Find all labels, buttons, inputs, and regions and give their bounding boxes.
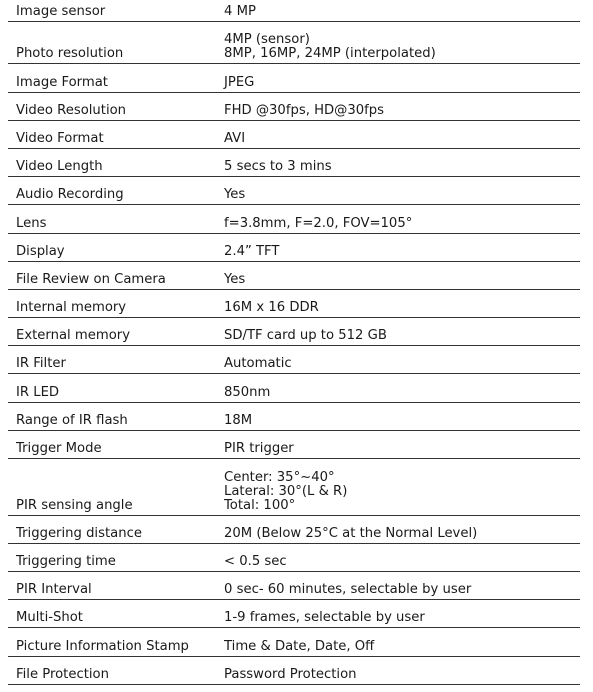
spec-label: Internal memory [16, 300, 127, 316]
spec-label: File Review on Camera [16, 271, 166, 287]
table-row [8, 177, 580, 205]
spec-label: Image sensor [16, 4, 106, 19]
spec-label: Display [16, 243, 65, 259]
spec-value-line: 20M (Below 25°C at the Normal Level) [224, 525, 478, 541]
spec-label: Picture Information Stamp [16, 638, 189, 654]
spec-value [224, 273, 580, 287]
spec-value-line: < 0.5 sec [224, 553, 287, 569]
table-row [8, 516, 580, 544]
spec-value-line: Lateral: 30°(L & R) [224, 483, 348, 499]
spec-value [224, 611, 580, 625]
table-row [8, 290, 580, 318]
spec-value [224, 668, 580, 682]
spec-value [224, 188, 580, 202]
spec-value-line: Automatic [224, 356, 292, 372]
spec-label: Triggering time [16, 553, 116, 569]
table-row [8, 374, 580, 402]
spec-value [224, 160, 580, 174]
spec-label: IR LED [16, 384, 60, 400]
spec-value-line: 8MP, 16MP, 24MP (interpolated) [224, 46, 436, 62]
spec-value [224, 471, 580, 513]
spec-value [224, 245, 580, 259]
spec-value [224, 329, 580, 343]
spec-value-line: FHD @30fps, HD@30fps [224, 102, 385, 118]
spec-value [224, 442, 580, 456]
spec-value-line: AVI [224, 130, 246, 146]
spec-value [224, 132, 580, 146]
spec-value [224, 76, 580, 90]
spec-label: Multi-Shot [16, 610, 83, 626]
table-row [8, 628, 580, 656]
spec-label: External memory [16, 328, 131, 344]
spec-value-line: 850nm [224, 384, 271, 400]
table-row [8, 205, 580, 233]
spec-label: PIR sensing angle [16, 497, 133, 513]
table-row [8, 403, 580, 431]
table-row [8, 149, 580, 177]
table-row [8, 234, 580, 262]
spec-table [8, 0, 580, 685]
spec-value [224, 555, 580, 569]
spec-value [224, 414, 580, 428]
table-row [8, 600, 580, 628]
table-row [8, 0, 580, 22]
table-row [8, 459, 580, 516]
spec-value [224, 5, 580, 19]
table-row [8, 431, 580, 459]
spec-label: Triggering distance [16, 525, 142, 541]
spec-value-line: Password Protection [224, 666, 357, 682]
spec-value-line: 18M [224, 412, 253, 428]
table-row [8, 346, 580, 374]
spec-value-line: 0 sec- 60 minutes, selectable by user [224, 582, 472, 598]
spec-label: Video Resolution [16, 102, 127, 118]
spec-value-line: f=3.8mm, F=2.0, FOV=105° [224, 215, 413, 231]
spec-value [224, 104, 580, 118]
table-row [8, 262, 580, 290]
spec-value-line: 5 secs to 3 mins [224, 159, 332, 175]
spec-label: Photo resolution [16, 46, 124, 62]
spec-label: IR Filter [16, 356, 66, 372]
spec-label: Audio Recording [16, 187, 124, 203]
spec-value-line: PIR trigger [224, 441, 294, 457]
spec-value-line: Time & Date, Date, Off [224, 638, 375, 654]
spec-value-line: SD/TF card up to 512 GB [224, 328, 387, 344]
spec-label: Range of IR flash [16, 412, 128, 428]
table-row [8, 544, 580, 572]
spec-value [224, 386, 580, 400]
spec-value-line: 4 MP [224, 4, 256, 19]
table-row [8, 93, 580, 121]
spec-label: Video Length [16, 159, 103, 175]
spec-value-line: 16M x 16 DDR [224, 300, 319, 316]
table-row [8, 121, 580, 149]
spec-value [224, 357, 580, 371]
spec-value-line: 2.4” TFT [224, 243, 280, 259]
spec-value [224, 527, 580, 541]
spec-label: Image Format [16, 74, 108, 90]
spec-value [224, 217, 580, 231]
table-row [8, 318, 580, 346]
spec-value [224, 301, 580, 315]
table-row [8, 22, 580, 64]
spec-value [224, 583, 580, 597]
spec-label: PIR Interval [16, 582, 92, 598]
table-row [8, 572, 580, 600]
spec-value-line: 1-9 frames, selectable by user [224, 610, 425, 626]
spec-label: File Protection [16, 666, 109, 682]
spec-label: Video Format [16, 130, 104, 146]
spec-value-line: Yes [224, 271, 246, 287]
table-row [8, 64, 580, 92]
spec-value-line: Center: 35°~40° [224, 469, 335, 485]
spec-value-line: JPEG [224, 74, 255, 90]
spec-value-line: Total: 100° [224, 497, 296, 513]
spec-value-line: 4MP (sensor) [224, 32, 310, 48]
spec-value [224, 640, 580, 654]
spec-label: Trigger Mode [16, 441, 102, 457]
table-row [8, 657, 580, 685]
spec-value [224, 33, 580, 61]
spec-value-line: Yes [224, 187, 246, 203]
spec-label: Lens [16, 215, 47, 231]
